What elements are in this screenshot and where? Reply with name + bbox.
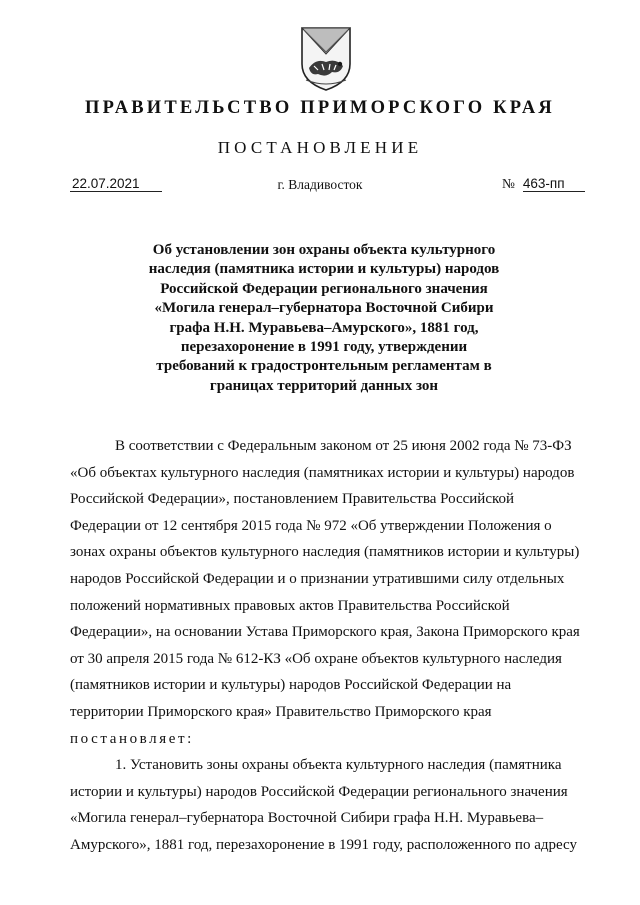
document-city: г. Владивосток xyxy=(277,177,363,192)
document-number xyxy=(502,176,594,192)
subject-line: требований к градостронтельным регламентам в xyxy=(156,358,492,375)
item-1-line: 1. Установить зоны охраны объекта культурного наследия (памятника xyxy=(115,757,562,774)
preamble-line: Федерации», на основании Устава Приморского края, Закона Приморского края xyxy=(70,624,580,641)
preamble-line: «Об объектах культурного наследия (памятниках истории и культуры) народов xyxy=(70,464,575,481)
government-name: ПРАВИТЕЛЬСТВО ПРИМОРСКОГО КРАЯ xyxy=(84,98,555,118)
item-1-line: Амурского», 1881 год, перезахоронение в 1991 году, расположенного по адресу xyxy=(70,836,577,853)
subject-line: Об установлении зон охраны объекта культурного xyxy=(152,242,496,258)
subject-line: перезахоронение в 1991 году, утверждении xyxy=(180,339,468,356)
preamble-line: Федерации от 12 сентября 2015 года № 972 «Об утверждении Положения о xyxy=(70,517,552,534)
document-body xyxy=(70,433,596,859)
number-value: 463-пп xyxy=(523,176,585,192)
subject-line: границах территорий данных зон xyxy=(209,377,439,394)
number-sign: № xyxy=(502,176,515,191)
preamble-line: В соответствии с Федеральным законом от 25 июня 2002 года № 73-ФЗ xyxy=(115,438,572,454)
resolves-word: постановляет: xyxy=(70,730,194,747)
item-1-line: «Могила генерал–губернатора Восточной Сибири графа Н.Н. Муравьева– xyxy=(70,810,544,827)
preamble-line: от 30 апреля 2015 года № 612-КЗ «Об охране объектов культурного наследия xyxy=(70,650,562,667)
document-subject xyxy=(120,241,528,396)
preamble-line: Российской Федерации», постановлением Правительства Российской xyxy=(70,491,515,508)
document-type: ПОСТАНОВЛЕНИЕ xyxy=(217,138,423,157)
preamble-line: (памятников истории и культуры) народов Российской Федерации на xyxy=(70,677,512,694)
preamble-line: положений нормативных правовых актов Правительства Российской xyxy=(70,597,510,614)
subject-line: наследия (памятника истории и культуры) народов xyxy=(148,261,500,278)
document-date: 22.07.2021 xyxy=(70,176,162,192)
coat-of-arms-emblem xyxy=(296,24,356,92)
preamble-line: территории Приморского края» Правительство Приморского края xyxy=(70,703,492,720)
preamble-line: народов Российской Федерации и о признании утратившими силу отдельных xyxy=(70,570,565,587)
preamble-line: зонах охраны объектов культурного наследия (памятников истории и культуры) xyxy=(70,544,580,561)
subject-line: Российской Федерации регионального значения xyxy=(160,280,488,297)
subject-line: графа Н.Н. Муравьева–Амурского», 1881 год, xyxy=(169,319,479,336)
item-1-line: истории и культуры) народов Российской Федерации регионального значения xyxy=(70,783,568,800)
subject-line: «Могила генерал–губернатора Восточной Сибири xyxy=(154,300,494,317)
